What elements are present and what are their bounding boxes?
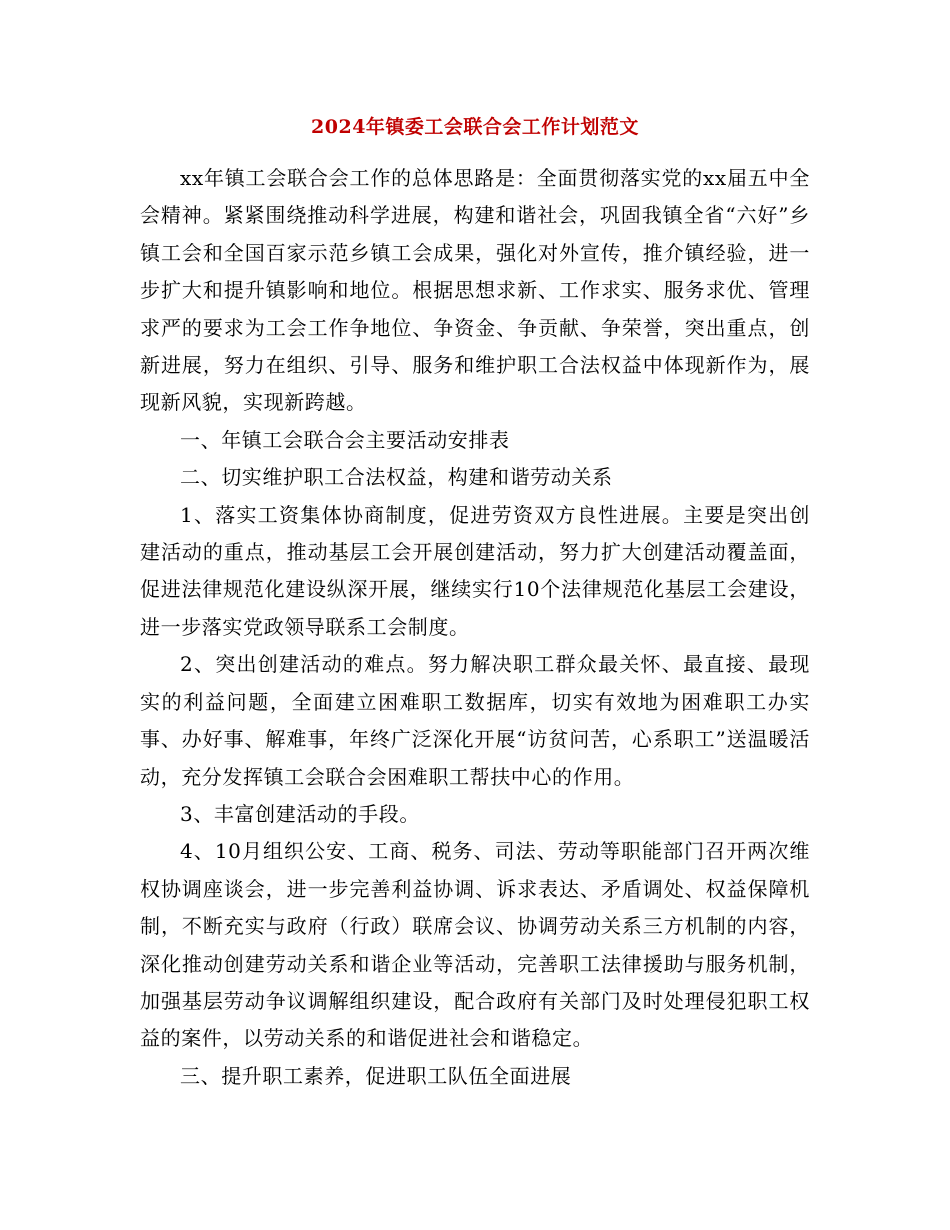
- paragraph-item-3: 3、丰富创建活动的手段。: [180, 801, 420, 826]
- paragraph-item-2: 2、突出创建活动的难点。努力解决职工群众最关怀、最直接、最现实的利益问题，全面建立困难职工数据库，切实有效地为困难职工办实事、办好事、解难事，年终广泛深化开展“访贫问苦，心系职工”送温暖活动，充分发挥镇工会联合会困难职工帮扶中心的作用。: [140, 652, 810, 789]
- paragraph-item-1: 1、落实工资集体协商制度，促进劳资双方良性进展。主要是突出创建活动的重点，推动基层工会开展创建活动，努力扩大创建活动覆盖面，促进法律规范化建设纵深开展，继续实行10个法律规范化基层工会建设，进一步落实党政领导联系工会制度。: [140, 502, 810, 639]
- section-heading-3: 三、提升职工素养，促进职工队伍全面进展: [180, 1063, 572, 1088]
- section-heading-2: 二、切实维护职工合法权益，构建和谐劳动关系: [180, 465, 613, 490]
- section-heading-1: 一、年镇工会联合会主要活动安排表: [180, 427, 510, 452]
- paragraph-item-4: 4、10月组织公安、工商、税务、司法、劳动等职能部门召开两次维权协调座谈会，进一步完善利益协调、诉求表达、矛盾调处、权益保障机制，不断充实与政府（行政）联席会议、协调劳动关系三方机制的内容，深化推动创建劳动关系和谐企业等活动，完善职工法律援助与服务机制，加强基层劳动争议调解组织建设，配合政府有关部门及时处理侵犯职工权益的案件，以劳动关系的和谐促进社会和谐稳定。: [140, 839, 810, 1051]
- document-page: [140, 112, 810, 1095]
- document-title: 2024年镇委工会联合会工作计划范文: [311, 116, 639, 138]
- paragraph-overview: xx年镇工会联合会工作的总体思路是：全面贯彻落实党的xx届五中全会精神。紧紧围绕推动科学进展，构建和谐社会，巩固我镇全省“六好”乡镇工会和全国百家示范乡镇工会成果，强化对外宣传，推介镇经验，进一步扩大和提升镇影响和地位。根据思想求新、工作求实、服务求优、管理求严的要求为工会工作争地位、争资金、争贡献、争荣誉，突出重点，创新进展，努力在组织、引导、服务和维护职工合法权益中体现新作为，展现新风貌，实现新跨越。: [140, 166, 810, 415]
